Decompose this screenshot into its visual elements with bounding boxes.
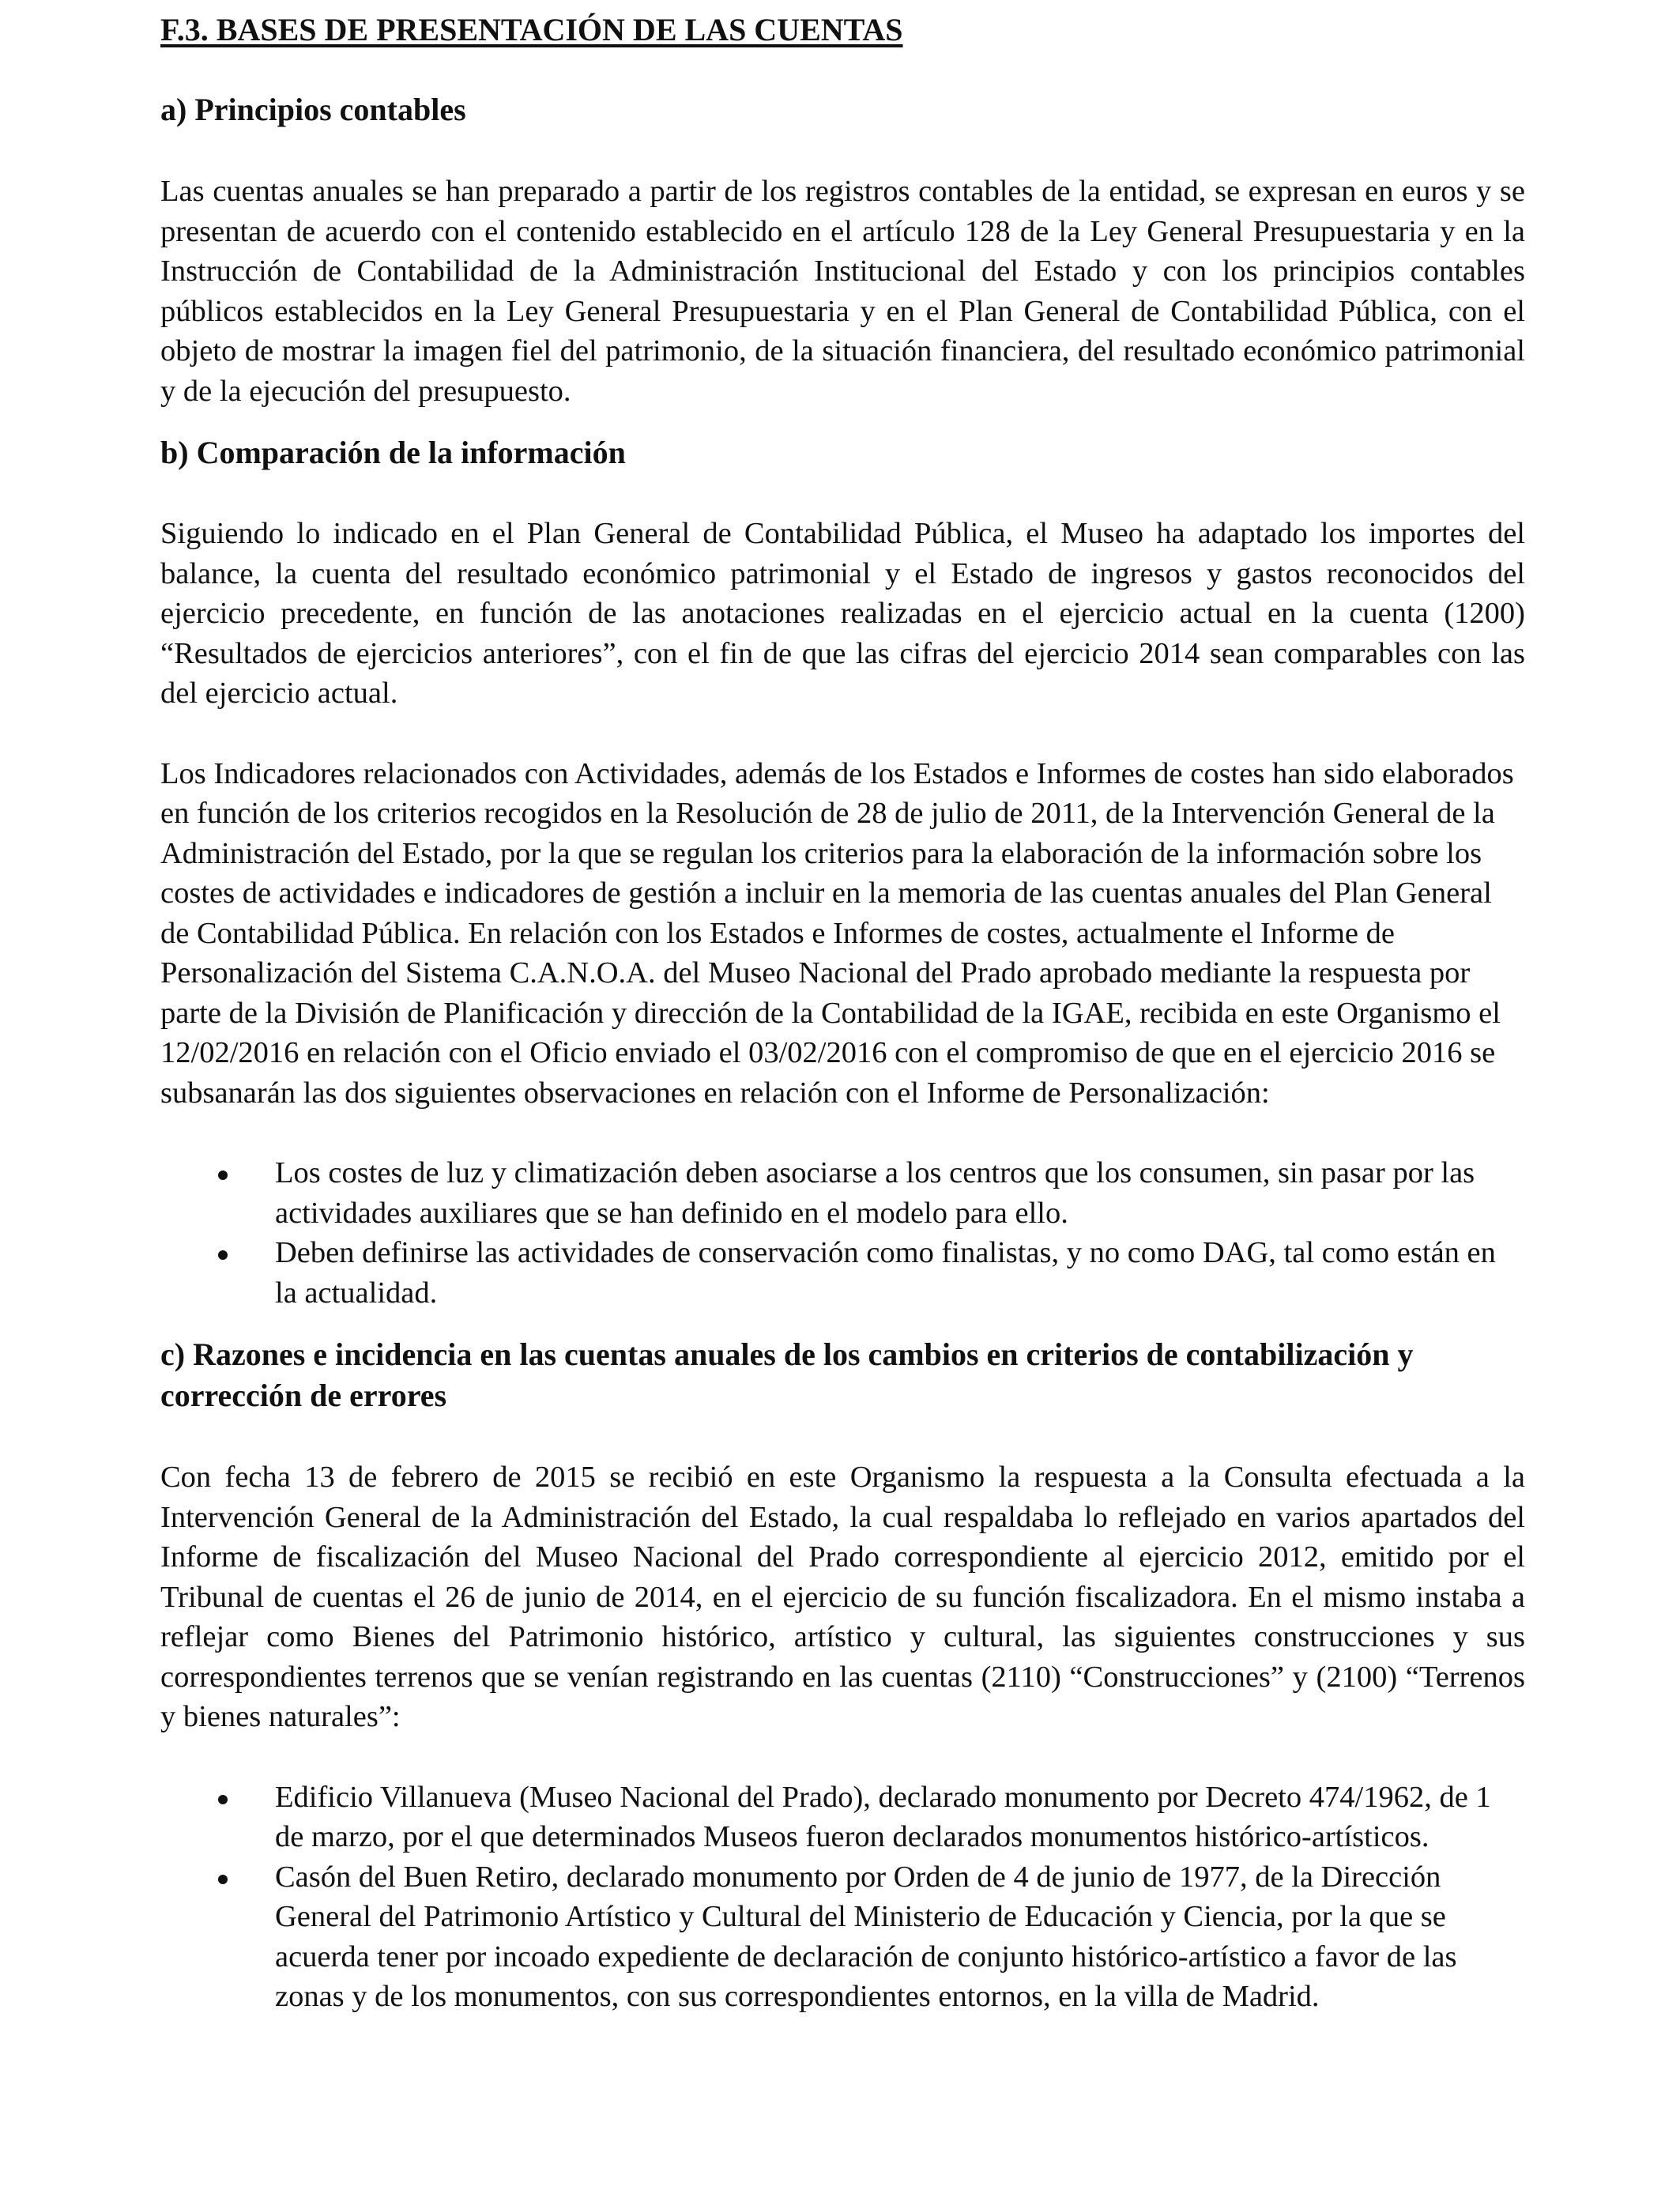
bullet-icon: [218, 1171, 228, 1180]
bullet-icon: [218, 1875, 228, 1884]
section-c-bullet-list: [160, 1777, 1525, 2017]
list-item-text: Edificio Villanueva (Museo Nacional del Prado), declarado monumento por Decreto 474/1962, de 1 de marzo, por el que determinados Museos fueron declarados monumentos histórico-artísticos.: [275, 1780, 1491, 1853]
document-title: F.3. BASES DE PRESENTACIÓN DE LAS CUENTAS: [160, 12, 903, 47]
section-b-paragraph-1: Siguiendo lo indicado en el Plan General de Contabilidad Pública, el Museo ha adaptado los importes del balance, la cuenta del resultado económico patrimonial y el Estado de ingresos y gastos reconocidos del ejercicio precedente, en función de las anotaciones realizadas en el ejercicio actual en la cuenta (1200) “Resultados de ejercicios anteriores”, con el fin de que las cifras del ejercicio 2014 sean comparables con las del ejercicio actual.: [160, 517, 1525, 710]
bullet-icon: [218, 1795, 228, 1804]
section-c-paragraph: Con fecha 13 de febrero de 2015 se recibió en este Organismo la respuesta a la Consulta efectuada a la Intervención General de la Administración del Estado, la cual respaldaba lo reflejado en varios apartados del Informe de fiscalización del Museo Nacional del Prado correspondiente al ejercicio 2012, emitido por el Tribunal de cuentas el 26 de junio de 2014, en el ejercicio de su función fiscalizadora. En el mismo instaba a reflejar como Bienes del Patrimonio histórico, artístico y cultural, las siguientes construcciones y sus correspondientes terrenos que se venían registrando en las cuentas (2110) “Construcciones” y (2100) “Terrenos y bienes naturales”:: [160, 1461, 1525, 1733]
section-c-heading: c) Razones e incidencia en las cuentas anuales de los cambios en criterios de contabilización y corrección de errores: [160, 1336, 1414, 1413]
section-a-heading: a) Principios contables: [160, 92, 466, 127]
bullet-icon: [218, 1250, 228, 1260]
list-item-text: Deben definirse las actividades de conservación como finalistas, y no como DAG, tal como están en la actualidad.: [275, 1236, 1496, 1310]
list-item: [160, 1857, 1525, 2017]
section-b-bullet-list: [160, 1153, 1525, 1313]
section-b-heading: b) Comparación de la información: [160, 435, 626, 470]
document-page: [160, 9, 1525, 2017]
list-item-text: Los costes de luz y climatización deben asociarse a los centros que los consumen, sin pasar por las actividades auxiliares que se han definido en el modelo para ello.: [275, 1156, 1475, 1230]
list-item-text: Casón del Buen Retiro, declarado monumento por Orden de 4 de junio de 1977, de la Dirección General del Patrimonio Artístico y Cultural del Ministerio de Educación y Ciencia, por la que se acuerda tener por incoado expediente de declaración de conjunto histórico-artístico a favor de las zonas y de los monumentos, con sus correspondientes entornos, en la villa de Madrid.: [275, 1860, 1457, 2013]
list-item: [160, 1153, 1525, 1233]
list-item: [160, 1233, 1525, 1313]
section-b-paragraph-2: Los Indicadores relacionados con Actividades, además de los Estados e Informes de costes han sido elaborados en función de los criterios recogidos en la Resolución de 28 de julio de 2011, de la Intervención General de la Administración del Estado, por la que se regulan los criterios para la elaboración de la información sobre los costes de actividades e indicadores de gestión a incluir en la memoria de las cuentas anuales del Plan General de Contabilidad Pública. En relación con los Estados e Informes de costes, actualmente el Informe de Personalización del Sistema C.A.N.O.A. del Museo Nacional del Prado aprobado mediante la respuesta por parte de la División de Planificación y dirección de la Contabilidad de la IGAE, recibida en este Organismo el 12/02/2016 en relación con el Oficio enviado el 03/02/2016 con el compromiso de que en el ejercicio 2016 se subsanarán las dos siguientes observaciones en relación con el Informe de Personalización:: [160, 756, 1514, 1110]
section-a-paragraph: Las cuentas anuales se han preparado a partir de los registros contables de la entidad, se expresan en euros y se presentan de acuerdo con el contenido establecido en el artículo 128 de la Ley General Presupuestaria y en la Instrucción de Contabilidad de la Administración Institucional del Estado y con los principios contables públicos establecidos en la Ley General Presupuestaria y en el Plan General de Contabilidad Pública, con el objeto de mostrar la imagen fiel del patrimonio, de la situación financiera, del resultado económico patrimonial y de la ejecución del presupuesto.: [160, 175, 1525, 408]
list-item: [160, 1777, 1525, 1857]
